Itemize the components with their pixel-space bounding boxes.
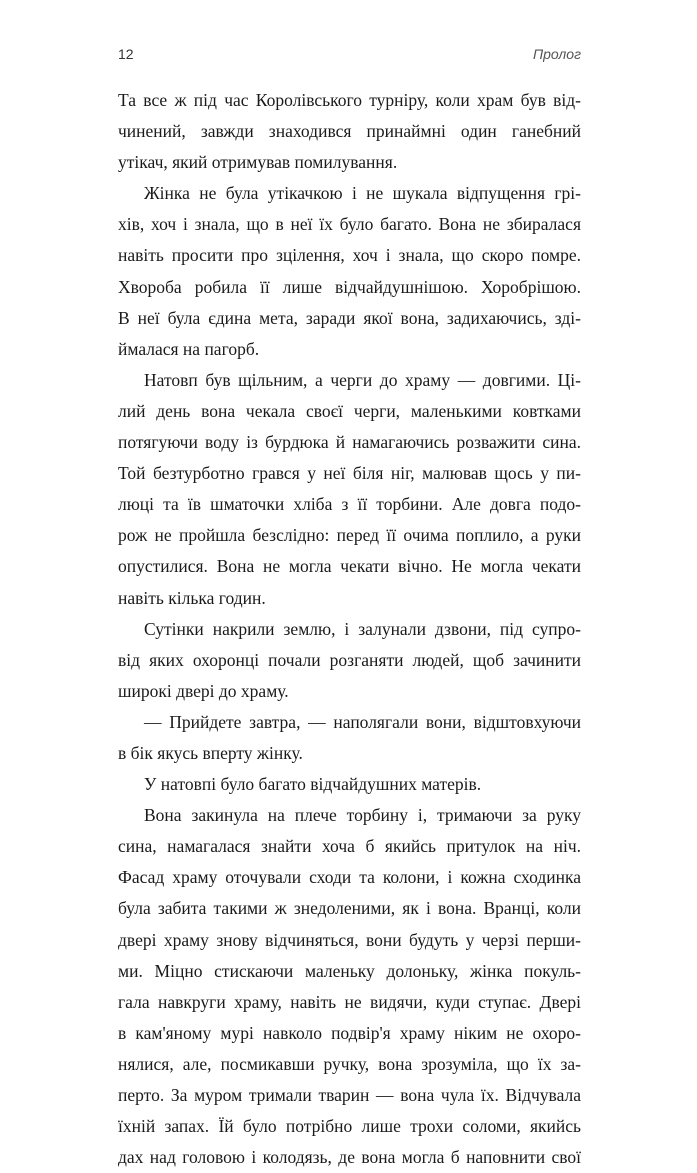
text-line: перто. За муром тримали тварин — вона чула їх. Відчувала bbox=[118, 1085, 581, 1105]
page-number: 12 bbox=[118, 46, 134, 62]
text-line: опустилися. Вона не могла чекати вічно. Не могла чекати bbox=[118, 556, 581, 577]
text-line: гала навкруги храму, навіть не видячи, куди ступає. Двері bbox=[118, 991, 581, 1012]
body-text bbox=[118, 85, 581, 1173]
text-line: ймалася на пагорб. bbox=[118, 338, 260, 359]
text-line: Жінка не була утікачкою і не шукала відпущення грі- bbox=[144, 183, 581, 204]
text-line: В неї була єдина мета, заради якої вона, задихаючись, зді- bbox=[118, 307, 581, 328]
text-line: хів, хоч і знала, що в неї їх було багато. Вона не збиралася bbox=[118, 214, 581, 235]
text-line: була забита такими ж знедоленими, як і вона. Вранці, коли bbox=[118, 898, 581, 919]
text-line: двері храму знову відчиняться, вони будуть у черзі перши- bbox=[118, 929, 581, 950]
text-line: — Прийдете завтра, — наполягали вони, відштовхуючи bbox=[144, 711, 581, 732]
text-line: потягуючи воду із бурдюка й намагаючись розважити сина. bbox=[118, 432, 581, 453]
text-line: ми. Міцно стискаючи маленьку долоньку, жінка покуль- bbox=[118, 960, 581, 981]
text-line: від яких охоронці почали розганяти людей, щоб зачинити bbox=[118, 649, 581, 670]
text-line: люці та їв шматочки хліба з її торбини. Але довга подо- bbox=[118, 494, 581, 515]
paragraph bbox=[118, 85, 581, 178]
text-line: Сутінки накрили землю, і залунали дзвони, під супро- bbox=[144, 618, 581, 639]
text-line: У натовпі було багато відчайдушних матерів. bbox=[144, 774, 482, 795]
text-line: Фасад храму оточували сходи та колони, і кожна сходинка bbox=[118, 867, 581, 888]
paragraph bbox=[118, 178, 581, 365]
text-line: широкі двері до храму. bbox=[118, 680, 289, 701]
text-line: лий день вона чекала своєї черги, маленькими ковтками bbox=[118, 400, 581, 421]
text-line: сина, намагалася знайти хоча б якийсь притулок на ніч. bbox=[118, 836, 581, 857]
text-line: в кам'яному мурі навколо подвір'я храму ніким не охоро- bbox=[118, 1022, 581, 1043]
text-line: Вона закинула на плече торбину і, тримаючи за руку bbox=[144, 805, 581, 826]
text-line: дах над головою і колодязь, де вона могла б наповнити свої bbox=[118, 1147, 581, 1168]
text-line: Натовп був щільним, а черги до храму — довгими. Ці- bbox=[144, 369, 581, 390]
text-line: в бік якусь вперту жінку. bbox=[118, 742, 303, 763]
page-header bbox=[118, 46, 581, 68]
text-line: нялися, але, посмикавши ручку, вона зрозуміла, що їх за- bbox=[118, 1053, 581, 1074]
text-line: їхній запах. Їй було потрібно лише трохи соломи, якийсь bbox=[118, 1116, 581, 1137]
text-line: навіть просити про зцілення, хоч і знала, що скоро помре. bbox=[118, 245, 581, 266]
paragraph bbox=[118, 707, 581, 769]
paragraph bbox=[118, 614, 581, 707]
paragraph bbox=[118, 365, 581, 614]
chapter-title: Пролог bbox=[533, 46, 581, 62]
paragraph bbox=[118, 800, 581, 1173]
text-line: Той безтурботно грався у неї біля ніг, малював щось у пи- bbox=[118, 463, 581, 484]
text-line: рож не пройшла безслідно: перед її очима поплило, а руки bbox=[118, 525, 581, 546]
paragraph bbox=[118, 769, 581, 800]
text-line: навіть кілька годин. bbox=[118, 587, 266, 608]
text-line: Та все ж під час Королівського турніру, коли храм був від- bbox=[118, 90, 581, 110]
text-line: утікач, який отримував помилування. bbox=[118, 152, 398, 173]
text-line: Хвороба робила її лише відчайдушнішою. Хоробрішою. bbox=[118, 276, 581, 297]
text-line: чинений, завжди знаходився принаймні один ганебний bbox=[118, 121, 581, 142]
